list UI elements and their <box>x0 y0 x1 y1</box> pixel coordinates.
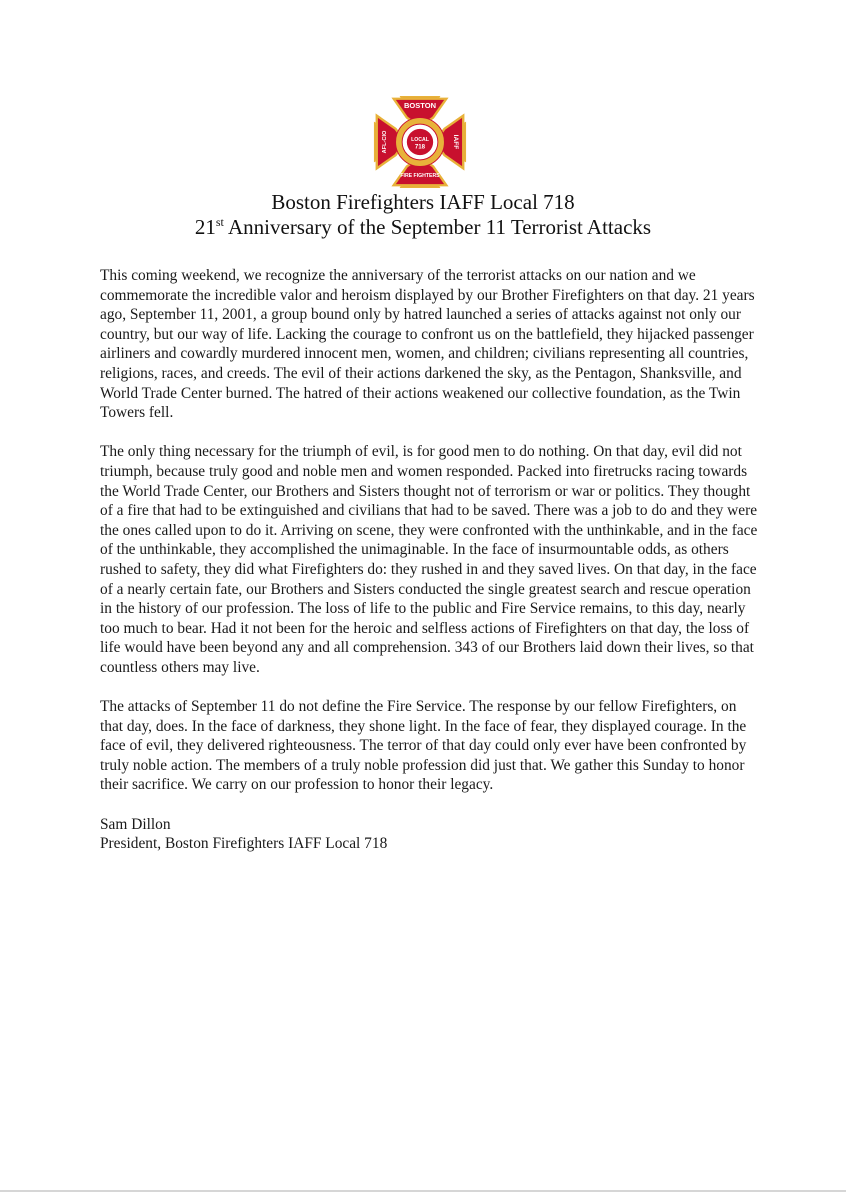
document-title <box>0 190 846 240</box>
signature-block <box>100 815 760 854</box>
body-paragraph-3: The attacks of September 11 do not define the Fire Service. The response by our fellow Firefighters, on that day, does. In the face of darkness, they shone light. In the face of fear, they displayed courage. In the face of evil, they delivered righteousness. The terror of that day could only ever have been confronted by truly noble action. The members of a truly noble profession did just that. We gather this Sunday to honor their sacrifice. We carry on our profession to honor their legacy. <box>100 698 747 794</box>
logo-left-text: AFL-CIO <box>382 130 389 154</box>
logo-bottom-text: FIRE FIGHTERS <box>400 172 440 179</box>
title-line-2-text: Anniversary of the September 11 Terrorist Attacks <box>223 215 652 239</box>
body-paragraph-1: This coming weekend, we recognize the anniversary of the terrorist attacks on our nation and we commemorate the incredible valor and heroism displayed by our Brother Firefighters on that day. 21 years ago, September 11, 2001, a group bound only by hatred launched a series of attacks against not only our country, but our way of life. Lacking the courage to confront us on the battlefield, they hijacked passenger airliners and cowardly murdered innocent men, women, and children; civilians representing all countries, religions, races, and creeds. The evil of their actions darkened the sky, as the Pentagon, Shanksville, and World Trade Center burned. The hatred of their actions weakened our collective foundation, as the Twin Towers fell. <box>100 267 755 422</box>
logo-top-text: BOSTON <box>403 101 437 111</box>
signature-name: Sam Dillon <box>100 815 171 833</box>
title-line-2 <box>0 215 846 240</box>
logo-center-line2: 718 <box>414 143 426 151</box>
page-bottom-margin <box>0 1192 846 1200</box>
body-paragraph-2: The only thing necessary for the triumph of evil, is for good men to do nothing. On that day, evil did not triumph, because truly good and noble men and women responded. Packed into firetrucks racing towards the World Trade Center, our Brothers and Sisters thought not of terrorism or war or politics. They thought of a fire that had to be extinguished and civilians that had to be saved. There was a job to do and they were the ones called upon to do it. Arriving on scene, they were confronted with the unthinkable, and in the face of the unthinkable, they accomplished the unimaginable. In the face of insurmountable odds, as others rushed to safety, they did what Firefighters do: they rushed in and they saved lives. On that day, in the face of a nearly certain fate, our Brothers and Sisters conducted the single greatest search and rescue operation in the history of our profession. The loss of life to the public and Fire Service remains, to this day, nearly too much to bear. Had it not been for the heroic and selfless actions of Firefighters on that day, the loss of life would have been beyond any and all comprehension. 343 of our Brothers laid down their lives, so that countless others may live. <box>100 443 758 676</box>
logo-right-text: IAFF <box>451 134 459 150</box>
title-line-1: Boston Firefighters IAFF Local 718 <box>271 190 575 214</box>
logo-center-line1: LOCAL <box>411 137 429 144</box>
title-ordinal-number: 21 <box>194 215 216 239</box>
letter-body <box>100 266 760 854</box>
title-ordinal-suffix: st <box>215 215 224 229</box>
signature-title: President, Boston Firefighters IAFF Local 718 <box>100 835 388 853</box>
boston-firefighters-local-718-logo <box>373 95 467 189</box>
